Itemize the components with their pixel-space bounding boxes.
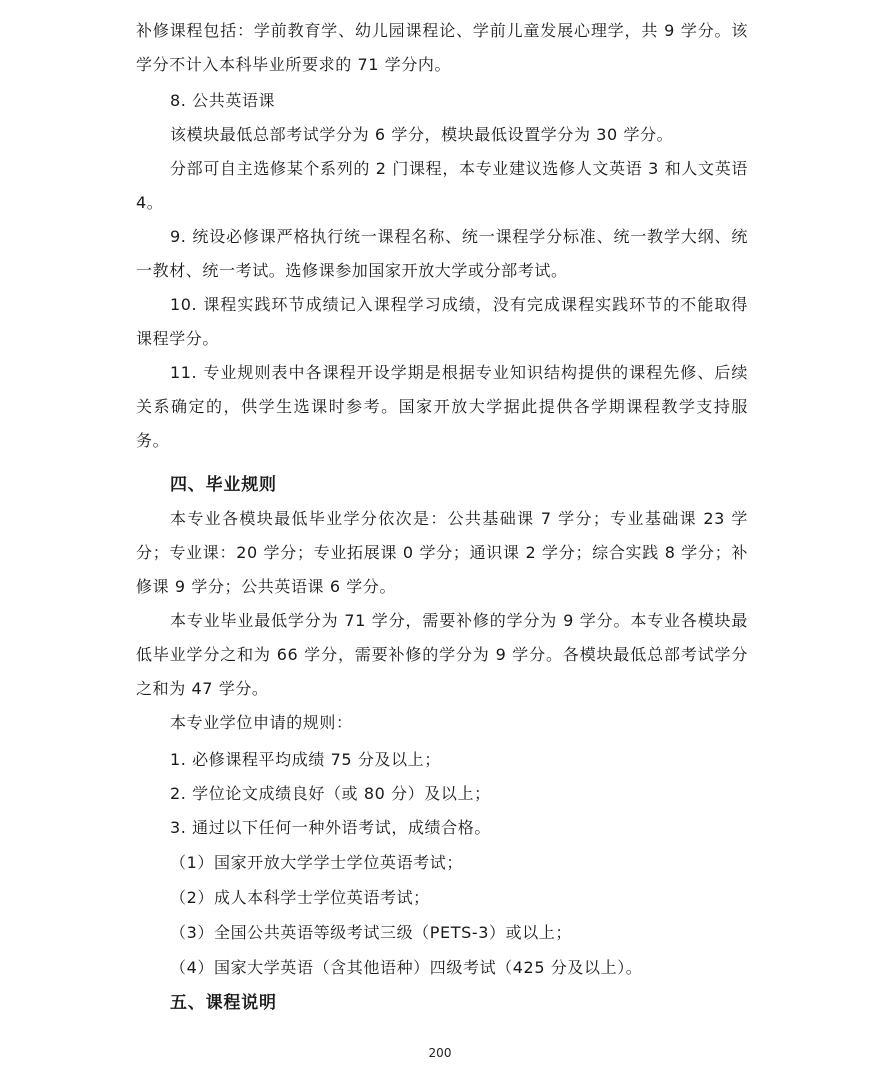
section-heading-graduation-rules: 四、毕业规则 [170, 475, 277, 495]
paragraph-minimum-credits: 本专业毕业最低学分为 71 学分，需要补修的学分为 9 学分。本专业各模块最低毕业学分之和为 66 学分，需要补修的学分为 9 学分。各模块最低总部考试学分之和为 47 学分。 [136, 611, 748, 698]
paragraph-unified-courses: 9. 统设必修课严格执行统一课程名称、统一课程学分标准、统一教学大纲、统一教材、统一考试。选修课参加国家开放大学或分部考试。 [136, 227, 748, 280]
page-number: 200 [428, 1046, 452, 1060]
item-public-english: 8. 公共英语课 [170, 91, 276, 110]
paragraph-english-electives: 分部可自主选修某个系列的 2 门课程，本专业建议选修人文英语 3 和人文英语 4。 [136, 159, 748, 212]
exam-option-2: （2）成人本科学士学位英语考试； [170, 888, 430, 907]
exam-option-3: （3）全国公共英语等级考试三级（PETS-3）或以上； [170, 923, 573, 942]
section-heading-course-notes: 五、课程说明 [170, 993, 277, 1013]
exam-option-4: （4）国家大学英语（含其他语种）四级考试（425 分及以上）。 [170, 958, 643, 977]
paragraph-remedial-courses: 补修课程包括：学前教育学、幼儿园课程论、学前儿童发展心理学，共 9 学分。该学分不计入本科毕业所要求的 71 学分内。 [136, 21, 748, 74]
paragraph-english-credits: 该模块最低总部考试学分为 6 学分，模块最低设置学分为 30 学分。 [170, 125, 674, 144]
degree-rule-2: 2. 学位论文成绩良好（或 80 分）及以上； [170, 784, 491, 803]
degree-rule-3: 3. 通过以下任何一种外语考试，成绩合格。 [170, 818, 491, 837]
degree-rule-1: 1. 必修课程平均成绩 75 分及以上； [170, 750, 441, 769]
exam-option-1: （1）国家开放大学学士学位英语考试； [170, 853, 463, 872]
paragraph-degree-rules-intro: 本专业学位申请的规则： [170, 713, 353, 732]
paragraph-course-practice: 10. 课程实践环节成绩记入课程学习成绩，没有完成课程实践环节的不能取得课程学分。 [136, 295, 748, 348]
paragraph-course-semesters: 11. 专业规则表中各课程开设学期是根据专业知识结构提供的课程先修、后续关系确定的，供学生选课时参考。国家开放大学据此提供各学期课程教学支持服务。 [136, 363, 748, 450]
paragraph-module-credits: 本专业各模块最低毕业学分依次是：公共基础课 7 学分；专业基础课 23 学分；专业课：20 学分；专业拓展课 0 学分；通识课 2 学分；综合实践 8 学分；补修课 9 学分；公共英语课 6 学分。 [136, 509, 748, 596]
